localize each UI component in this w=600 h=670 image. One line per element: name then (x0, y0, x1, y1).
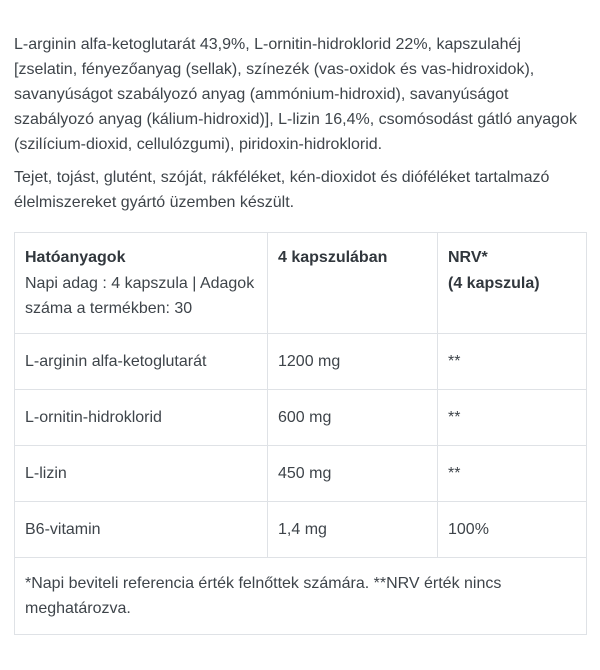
nrv-value-cell: ** (438, 334, 587, 390)
table-row (15, 502, 587, 558)
amount-cell: 450 mg (268, 446, 438, 502)
table-footnote: *Napi beviteli referencia érték felnőttek számára. **NRV érték nincs meghatározva. (15, 558, 587, 635)
table-row (15, 334, 587, 390)
table-row (15, 390, 587, 446)
table-row (15, 446, 587, 502)
amount-cell: 600 mg (268, 390, 438, 446)
ingredient-name-cell: L-arginin alfa-ketoglutarát (15, 334, 268, 390)
table-footnote-row (15, 558, 587, 635)
header-active-ingredients-cell (15, 233, 268, 334)
ingredient-name-cell: L-lizin (15, 446, 268, 502)
header-daily-dose-subtitle: Napi adag : 4 kapszula | Adagok száma a termékben: 30 (25, 275, 255, 317)
ingredient-name-cell: L-ornitin-hidroklorid (15, 390, 268, 446)
allergen-warning-paragraph: Tejet, tojást, glutént, szóját, rákféléket, kén-dioxidot és dióféléket tartalmazó élelmiszereket gyártó üzemben készült. (14, 169, 550, 211)
header-per-4-capsules-title: 4 kapszulában (278, 249, 388, 266)
header-nrv-title: NRV* (448, 249, 488, 266)
header-active-ingredients-title: Hatóanyagok (25, 249, 126, 266)
amount-cell: 1200 mg (268, 334, 438, 390)
ingredient-name-cell: B6-vitamin (15, 502, 268, 558)
nrv-value-cell: 100% (438, 502, 587, 558)
header-nrv-subtitle: (4 kapszula) (448, 275, 540, 292)
supplement-facts-table (14, 232, 587, 635)
header-per-4-capsules-cell (268, 233, 438, 334)
nrv-value-cell: ** (438, 390, 587, 446)
amount-cell: 1,4 mg (268, 502, 438, 558)
ingredients-paragraph: L-arginin alfa-ketoglutarát 43,9%, L-ornitin-hidroklorid 22%, kapszulahéj [zselatin, fényezőanyag (sellak), színezék (vas-oxidok és vas-hidroxidok), savanyúságot szabályozó anyag (ammónium-hidroxid), savanyúságot szabályozó anyag (kálium-hidroxid)], L-lizin 16,4%, csomósodást gátló anyagok (szilícium-dioxid, cellulózgumi), piridoxin-hidroklorid. (14, 36, 577, 153)
table-header-row (15, 233, 587, 334)
header-nrv-cell (438, 233, 587, 334)
nrv-value-cell: ** (438, 446, 587, 502)
